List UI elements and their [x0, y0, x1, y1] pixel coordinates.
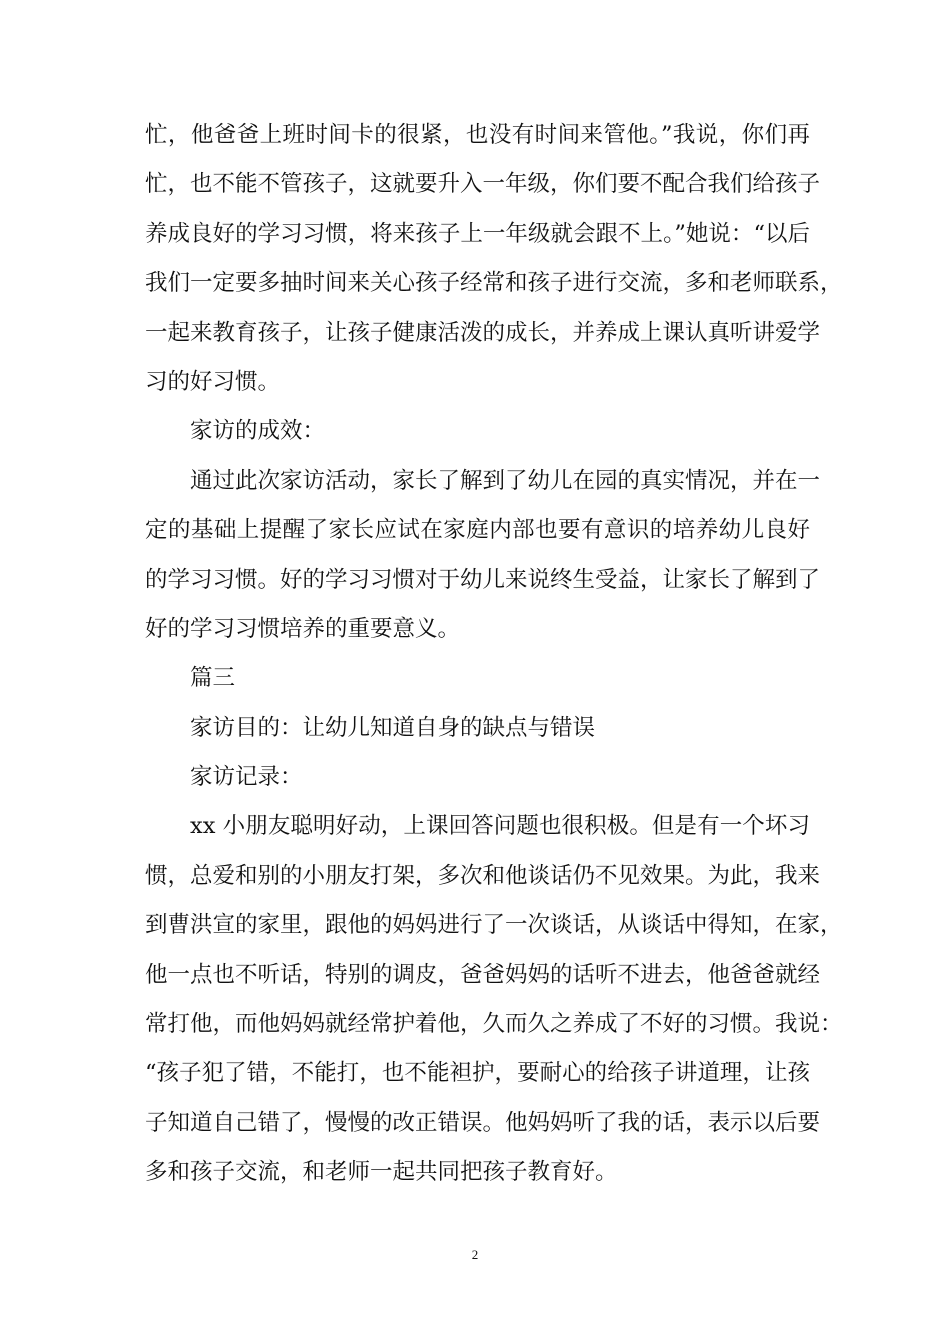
text-line: 一起来教育孩子，让孩子健康活泼的成长，并养成上课认真听讲爱学	[145, 319, 821, 346]
text-line: 通过此次家访活动，家长了解到了幼儿在园的真实情况，并在一	[190, 467, 821, 494]
text-line: 子知道自己错了，慢慢的改正错误。他妈妈听了我的话，表示以后要	[145, 1109, 821, 1136]
text-line: 的学习习惯。好的学习习惯对于幼儿来说终生受益，让家长了解到了	[145, 566, 821, 593]
text-line: “孩子犯了错，不能打，也不能袒护，要耐心的给孩子讲道理，让孩	[145, 1060, 810, 1087]
visit-purpose: 家访目的：让幼儿知道自身的缺点与错误	[190, 714, 596, 741]
section-heading: 家访记录：	[190, 764, 303, 791]
text-line: 惯，总爱和别的小朋友打架，多次和他谈话仍不见效果。为此，我来	[145, 862, 821, 889]
text-line: 常打他，而他妈妈就经常护着他，久而久之养成了不好的习惯。我说：	[145, 1011, 843, 1038]
text-line: 好的学习习惯培养的重要意义。	[145, 615, 461, 642]
text-line: 养成良好的学习习惯，将来孩子上一年级就会跟不上。”她说：“以后	[145, 220, 810, 247]
text-line: 我们一定要多抽时间来关心孩子经常和孩子进行交流，多和老师联系，	[145, 270, 843, 297]
document-body	[145, 111, 843, 1198]
section-heading: 家访的成效：	[190, 418, 326, 445]
text-line: 他一点也不听话，特别的调皮，爸爸妈妈的话听不进去，他爸爸就经	[145, 961, 821, 988]
chapter-heading: 篇三	[190, 665, 236, 692]
page-number: 2	[471, 1247, 479, 1262]
text-line: 忙，他爸爸上班时间卡的很紧，也没有时间来管他。”我说，你们再	[145, 122, 810, 148]
text-line: 忙，也不能不管孩子，这就要升入一年级，你们要不配合我们给孩子	[145, 171, 821, 198]
text-line: xx 小朋友聪明好动，上课回答问题也很积极。但是有一个坏习	[190, 813, 810, 840]
text-line: 习的好习惯。	[145, 368, 281, 395]
text-line: 多和孩子交流，和老师一起共同把孩子教育好。	[145, 1159, 618, 1186]
text-line: 定的基础上提醒了家长应试在家庭内部也要有意识的培养幼儿良好	[145, 517, 810, 544]
text-line: 到曹洪宣的家里，跟他的妈妈进行了一次谈话，从谈话中得知，在家，	[145, 912, 843, 939]
